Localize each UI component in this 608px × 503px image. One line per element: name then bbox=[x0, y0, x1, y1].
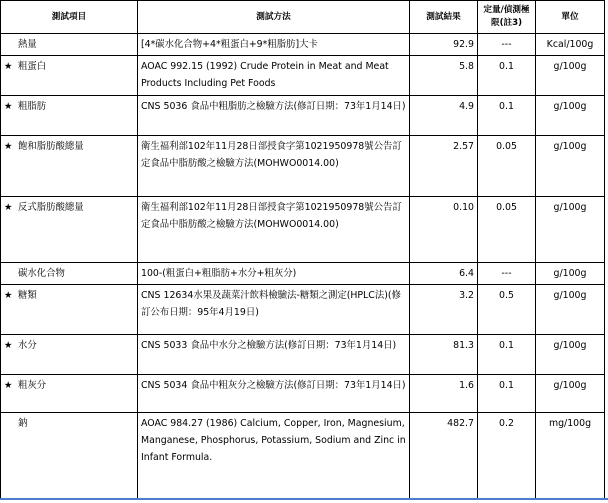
limit-cell: 0.5 bbox=[478, 285, 536, 335]
item-cell bbox=[1, 136, 138, 197]
method-cell: CNS 12634水果及蔬菜汁飲料檢驗法-糖類之測定(HPLC法)(修訂公布日期：95年4月19日) bbox=[138, 285, 410, 335]
item-cell bbox=[1, 335, 138, 375]
table-row bbox=[1, 96, 605, 136]
result-cell: 482.7 bbox=[410, 413, 478, 499]
result-cell: 0.10 bbox=[410, 197, 478, 263]
unit-cell: g/100g bbox=[536, 136, 605, 197]
item-name: 熱量 bbox=[18, 39, 37, 50]
method-cell: CNS 5034 食品中粗灰分之檢驗方法(修訂日期：73年1月14日) bbox=[138, 375, 410, 413]
item-name: 反式脂肪酸總量 bbox=[18, 202, 84, 213]
result-cell: 1.6 bbox=[410, 375, 478, 413]
header-result: 測試結果 bbox=[410, 1, 478, 34]
star-marker: ★ bbox=[4, 340, 13, 351]
page-bottom-border bbox=[0, 498, 608, 500]
table-row bbox=[1, 413, 605, 499]
item-cell bbox=[1, 263, 138, 285]
limit-cell: 0.05 bbox=[478, 197, 536, 263]
unit-cell: mg/100g bbox=[536, 413, 605, 499]
result-cell: 2.57 bbox=[410, 136, 478, 197]
item-name: 粗蛋白 bbox=[18, 61, 47, 72]
header-method: 測試方法 bbox=[138, 1, 410, 34]
unit-cell: Kcal/100g bbox=[536, 34, 605, 56]
table-row bbox=[1, 375, 605, 413]
item-name: 鈉 bbox=[18, 418, 28, 429]
unit-cell: g/100g bbox=[536, 375, 605, 413]
star-marker: ★ bbox=[4, 101, 13, 112]
item-cell bbox=[1, 56, 138, 96]
method-cell: AOAC 992.15 (1992) Crude Protein in Meat and Meat Products Including Pet Foods bbox=[138, 56, 410, 96]
header-unit: 單位 bbox=[536, 1, 605, 34]
unit-cell: g/100g bbox=[536, 263, 605, 285]
item-name: 粗脂肪 bbox=[18, 101, 47, 112]
limit-cell: 0.05 bbox=[478, 136, 536, 197]
star-marker: ★ bbox=[4, 380, 13, 391]
unit-cell: g/100g bbox=[536, 96, 605, 136]
item-name: 碳水化合物 bbox=[18, 268, 65, 279]
table-row bbox=[1, 136, 605, 197]
item-cell bbox=[1, 375, 138, 413]
table-row bbox=[1, 335, 605, 375]
header-item: 測試項目 bbox=[1, 1, 138, 34]
method-cell: AOAC 984.27 (1986) Calcium, Copper, Iron, Magnesium, Manganese, Phosphorus, Potassium, Sodium and Zinc in Infant Formula. bbox=[138, 413, 410, 499]
limit-cell: 0.1 bbox=[478, 375, 536, 413]
item-name: 粗灰分 bbox=[18, 380, 47, 391]
result-cell: 92.9 bbox=[410, 34, 478, 56]
method-cell: CNS 5033 食品中水分之檢驗方法(修訂日期：73年1月14日) bbox=[138, 335, 410, 375]
item-cell bbox=[1, 197, 138, 263]
unit-cell: g/100g bbox=[536, 197, 605, 263]
item-cell bbox=[1, 96, 138, 136]
table-row bbox=[1, 34, 605, 56]
item-cell bbox=[1, 285, 138, 335]
limit-cell: 0.1 bbox=[478, 335, 536, 375]
header-limit: 定量/偵測極限(註3) bbox=[478, 1, 536, 34]
unit-cell: g/100g bbox=[536, 56, 605, 96]
star-marker: ★ bbox=[4, 141, 13, 152]
limit-cell: --- bbox=[478, 34, 536, 56]
item-cell bbox=[1, 34, 138, 56]
result-cell: 4.9 bbox=[410, 96, 478, 136]
header-row bbox=[1, 1, 605, 34]
result-cell: 5.8 bbox=[410, 56, 478, 96]
method-cell: [4*碳水化合物+4*粗蛋白+9*粗脂肪]大卡 bbox=[138, 34, 410, 56]
unit-cell: g/100g bbox=[536, 285, 605, 335]
item-name: 水分 bbox=[18, 340, 37, 351]
method-cell: 衛生福利部102年11月28日部授食字第1021950978號公告訂定食品中脂肪酸之檢驗方法(MOHWO0014.00) bbox=[138, 136, 410, 197]
limit-cell: 0.2 bbox=[478, 413, 536, 499]
result-cell: 6.4 bbox=[410, 263, 478, 285]
table-row bbox=[1, 56, 605, 96]
star-marker: ★ bbox=[4, 202, 13, 213]
table-row bbox=[1, 263, 605, 285]
item-name: 飽和脂肪酸總量 bbox=[18, 141, 84, 152]
result-cell: 3.2 bbox=[410, 285, 478, 335]
result-cell: 81.3 bbox=[410, 335, 478, 375]
item-cell bbox=[1, 413, 138, 499]
method-cell: 100-(粗蛋白+粗脂肪+水分+粗灰分) bbox=[138, 263, 410, 285]
item-name: 糖類 bbox=[18, 290, 37, 301]
unit-cell: g/100g bbox=[536, 335, 605, 375]
method-cell: 衛生福利部102年11月28日部授食字第1021950978號公告訂定食品中脂肪酸之檢驗方法(MOHWO0014.00) bbox=[138, 197, 410, 263]
table-row bbox=[1, 285, 605, 335]
star-marker: ★ bbox=[4, 290, 13, 301]
table-row bbox=[1, 197, 605, 263]
star-marker: ★ bbox=[4, 61, 13, 72]
limit-cell: 0.1 bbox=[478, 56, 536, 96]
method-cell: CNS 5036 食品中粗脂肪之檢驗方法(修訂日期：73年1月14日) bbox=[138, 96, 410, 136]
limit-cell: --- bbox=[478, 263, 536, 285]
limit-cell: 0.1 bbox=[478, 96, 536, 136]
